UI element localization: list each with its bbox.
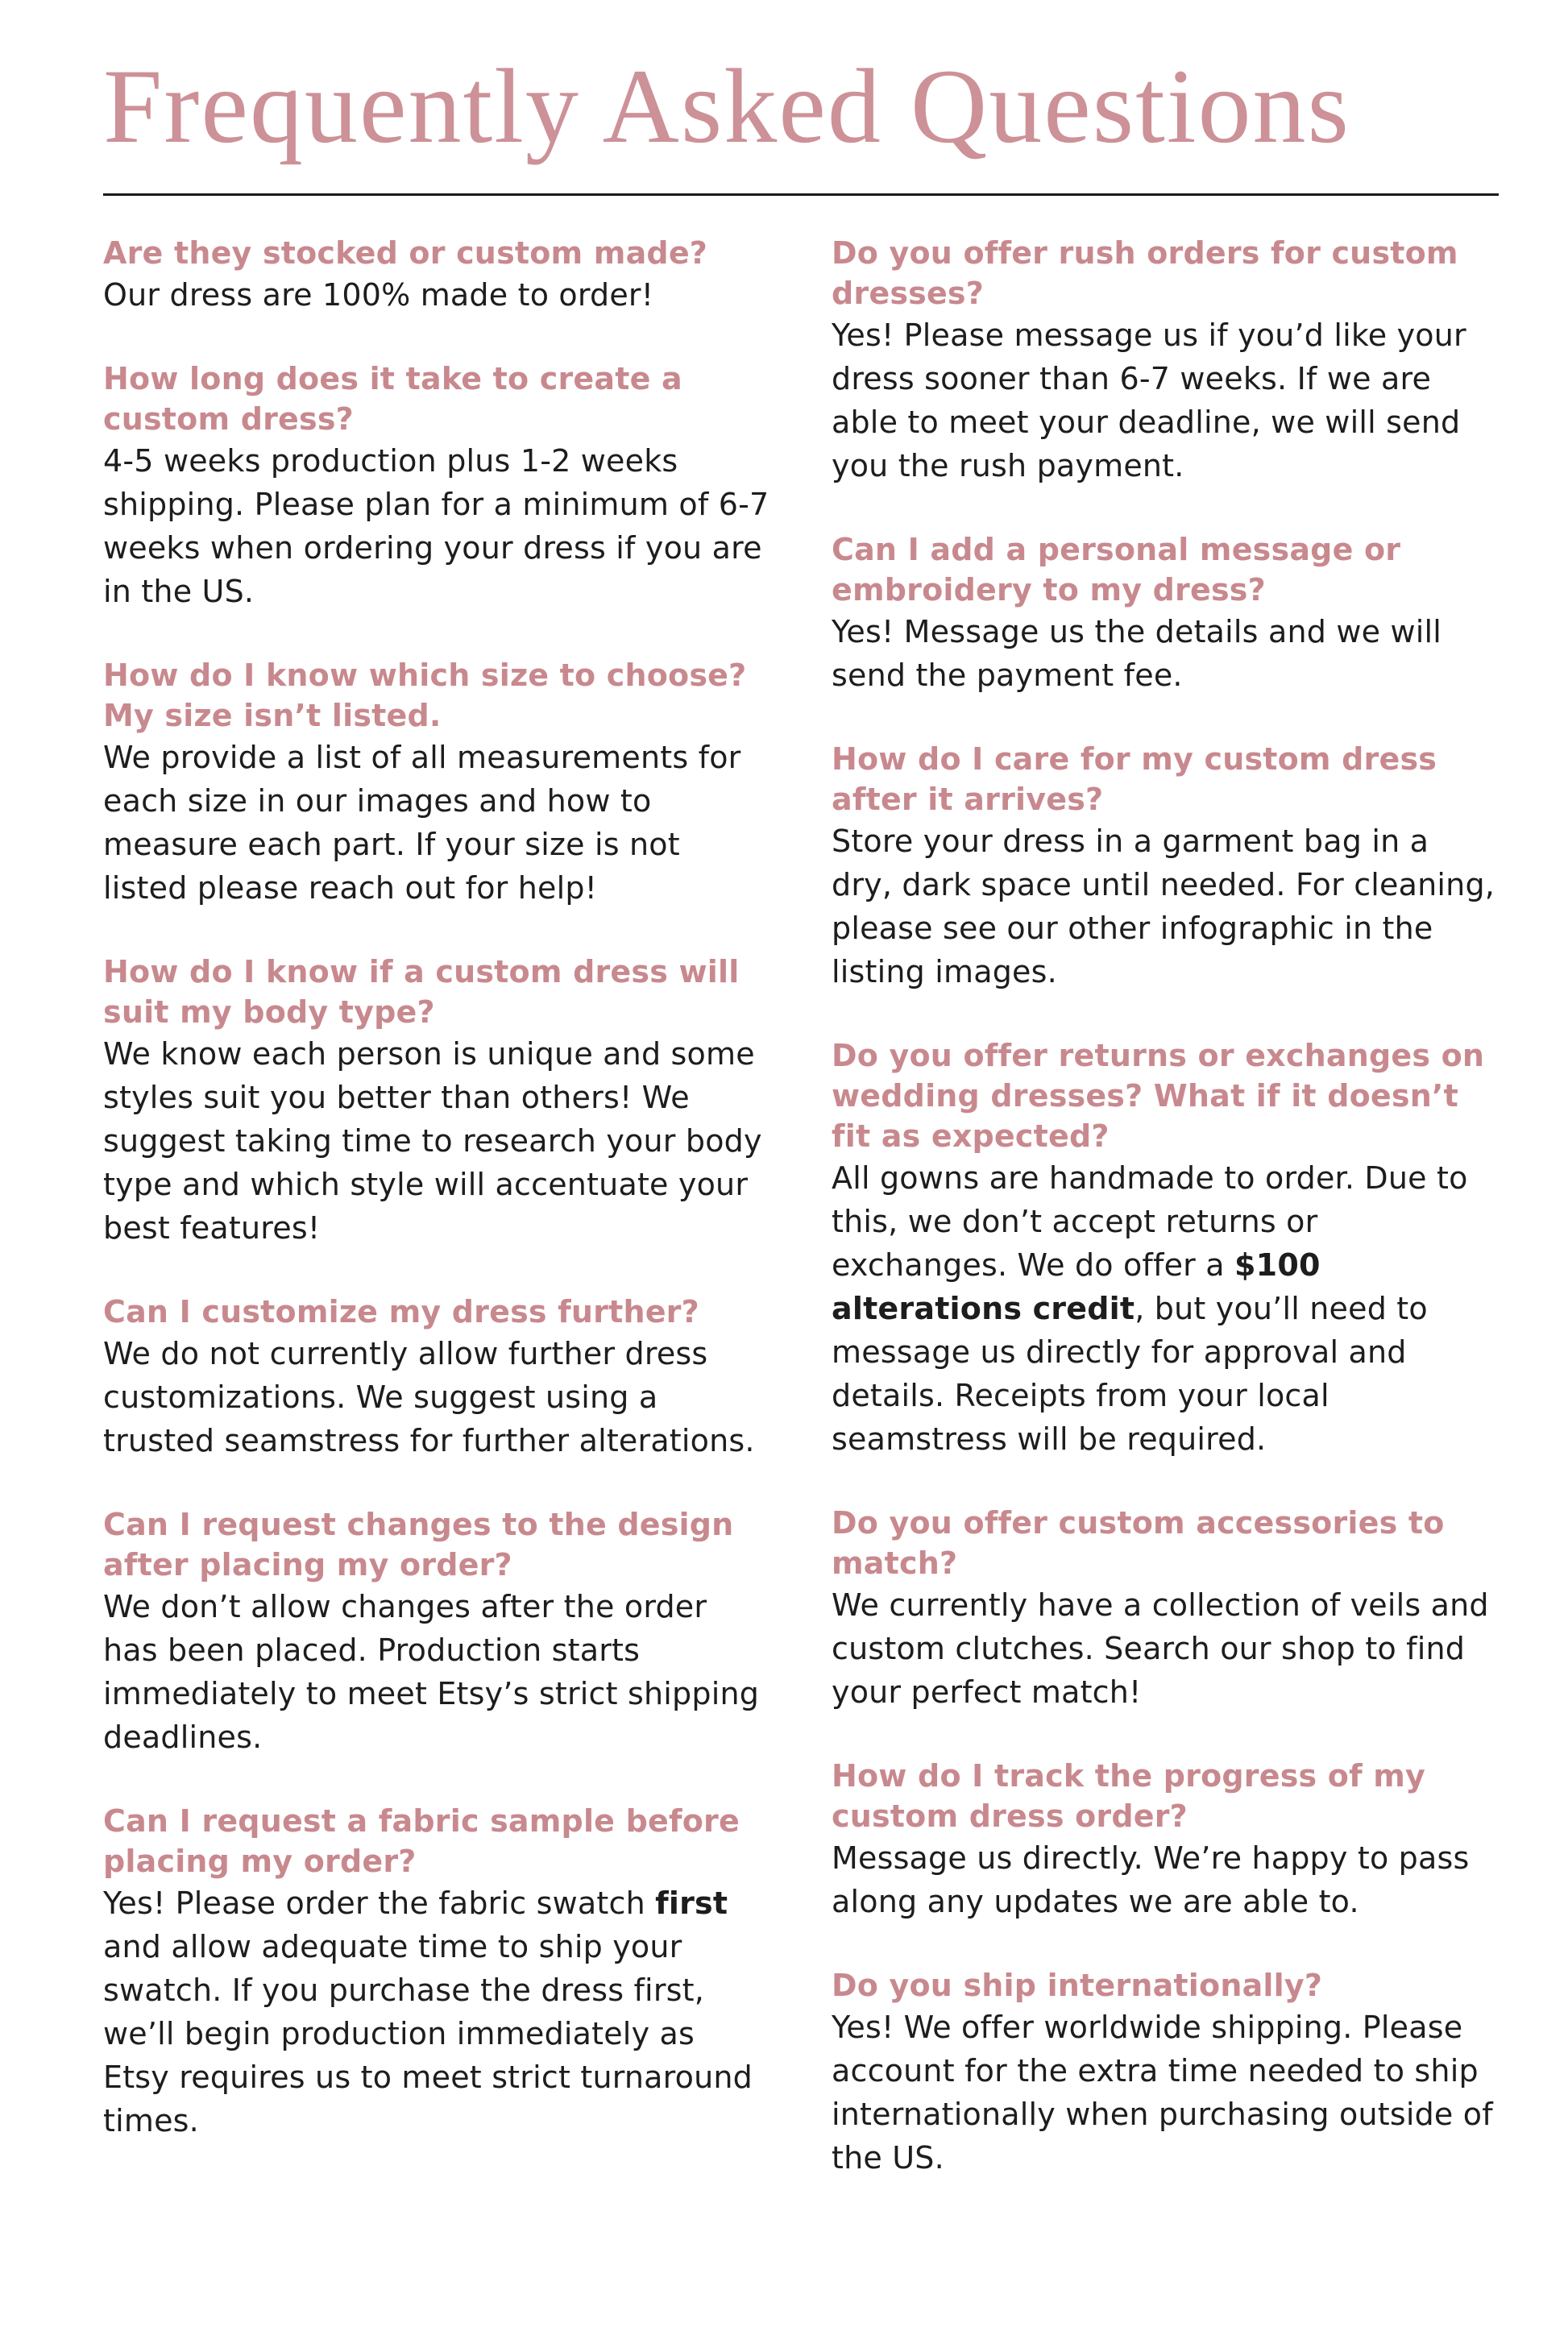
faq-item xyxy=(832,1756,1499,1923)
faq-answer xyxy=(103,439,770,613)
answer-text-segment: , but you’ll need to message us directly for approval and details. Receipts from your local seamstress will be required. xyxy=(832,1290,1428,1457)
faq-item xyxy=(832,529,1499,697)
answer-text-segment: Store your dress in a garment bag in a dry, dark space until needed. For cleaning, please see our other infographic in the listing images. xyxy=(832,823,1495,989)
faq-question: Can I customize my dress further? xyxy=(103,1293,699,1329)
faq-item xyxy=(832,1503,1499,1714)
answer-text-segment: Yes! Please order the fabric swatch xyxy=(103,1885,656,1921)
answer-bold-segment: $100 alterations credit xyxy=(832,1247,1321,1326)
title-divider xyxy=(103,193,1499,196)
faq-column-left xyxy=(103,233,770,2143)
faq-question: How do I care for my custom dress after it arrives? xyxy=(832,740,1437,817)
faq-item xyxy=(832,1965,1499,2180)
faq-item xyxy=(103,1504,770,1759)
faq-item xyxy=(103,233,770,317)
answer-text-segment: We provide a list of all measurements for each size in our images and how to measure each part. If your size is not listed please reach out for help! xyxy=(103,739,741,906)
faq-answer xyxy=(103,736,770,910)
faq-question: Do you offer custom accessories to match? xyxy=(832,1504,1445,1581)
faq-question: How do I know if a custom dress will suit my body type? xyxy=(103,953,740,1030)
answer-text-segment: and allow adequate time to ship your swatch. If you purchase the dress first, we’ll begin production immediately as Etsy requires us to meet strict turnaround times. xyxy=(103,1928,753,2138)
faq-answer xyxy=(832,1156,1499,1461)
faq-item xyxy=(103,952,770,1250)
faq-question: Do you offer rush orders for custom dresses? xyxy=(832,234,1458,311)
answer-text-segment: Yes! Please message us if you’d like your dress sooner than 6-7 weeks. If we are able to meet your deadline, we will send you the rush payment. xyxy=(832,317,1466,483)
faq-column-right xyxy=(832,233,1499,2180)
faq-answer xyxy=(832,1836,1499,1923)
faq-item xyxy=(832,739,1499,993)
answer-text-segment: We do not currently allow further dress customizations. We suggest using a trusted seamstress for further alterations. xyxy=(103,1335,755,1458)
answer-text-segment: Message us directly. We’re happy to pass along any updates we are able to. xyxy=(832,1840,1470,1919)
answer-text-segment: Our dress are 100% made to order! xyxy=(103,276,654,313)
page-title: Frequently Asked Questions xyxy=(103,47,1350,165)
page-header xyxy=(103,44,1499,196)
faq-question: How long does it take to create a custom dress? xyxy=(103,360,682,437)
answer-text-segment: All gowns are handmade to order. Due to this, we don’t accept returns or exchanges. We do offer a xyxy=(832,1159,1468,1283)
faq-question: Can I request changes to the design after placing my order? xyxy=(103,1506,734,1583)
faq-question: Do you offer returns or exchanges on wedding dresses? What if it doesn’t fit as expected? xyxy=(832,1037,1485,1154)
faq-answer xyxy=(103,1032,770,1250)
answer-text-segment: We know each person is unique and some styles suit you better than others! We suggest taking time to research your body type and which style will accentuate your best features! xyxy=(103,1035,762,1246)
faq-answer xyxy=(103,1881,770,2143)
faq-item xyxy=(103,1292,770,1462)
answer-text-segment: Yes! Message us the details and we will send the payment fee. xyxy=(832,613,1442,693)
faq-question: How do I know which size to choose? My size isn’t listed. xyxy=(103,657,747,733)
faq-answer xyxy=(103,1585,770,1759)
faq-item xyxy=(103,1801,770,2143)
answer-bold-segment: first xyxy=(655,1885,728,1921)
faq-answer xyxy=(103,273,770,317)
answer-text-segment: 4-5 weeks production plus 1-2 weeks shipping. Please plan for a minimum of 6-7 weeks when ordering your dress if you are in the US. xyxy=(103,442,769,609)
answer-text-segment: Yes! We offer worldwide shipping. Please account for the extra time needed to ship internationally when purchasing outside of the US. xyxy=(832,2009,1493,2176)
faq-item xyxy=(103,655,770,910)
faq-question: How do I track the progress of my custom dress order? xyxy=(832,1757,1426,1834)
faq-item xyxy=(832,233,1499,487)
faq-item xyxy=(832,1035,1499,1461)
faq-answer xyxy=(103,1332,770,1462)
faq-question: Are they stocked or custom made? xyxy=(103,234,708,271)
faq-question: Can I add a personal message or embroidery to my dress? xyxy=(832,531,1401,608)
faq-question: Can I request a fabric sample before placing my order? xyxy=(103,1802,740,1879)
faq-answer xyxy=(832,819,1499,993)
faq-question: Do you ship internationally? xyxy=(832,1967,1323,2003)
faq-answer xyxy=(832,2006,1499,2180)
faq-columns xyxy=(103,233,1499,2180)
faq-answer xyxy=(832,1583,1499,1714)
faq-item xyxy=(103,359,770,613)
faq-answer xyxy=(832,610,1499,697)
faq-answer xyxy=(832,313,1499,487)
answer-text-segment: We currently have a collection of veils and custom clutches. Search our shop to find your perfect match! xyxy=(832,1587,1489,1710)
answer-text-segment: We don’t allow changes after the order has been placed. Production starts immediately to meet Etsy’s strict shipping deadlines. xyxy=(103,1588,760,1755)
